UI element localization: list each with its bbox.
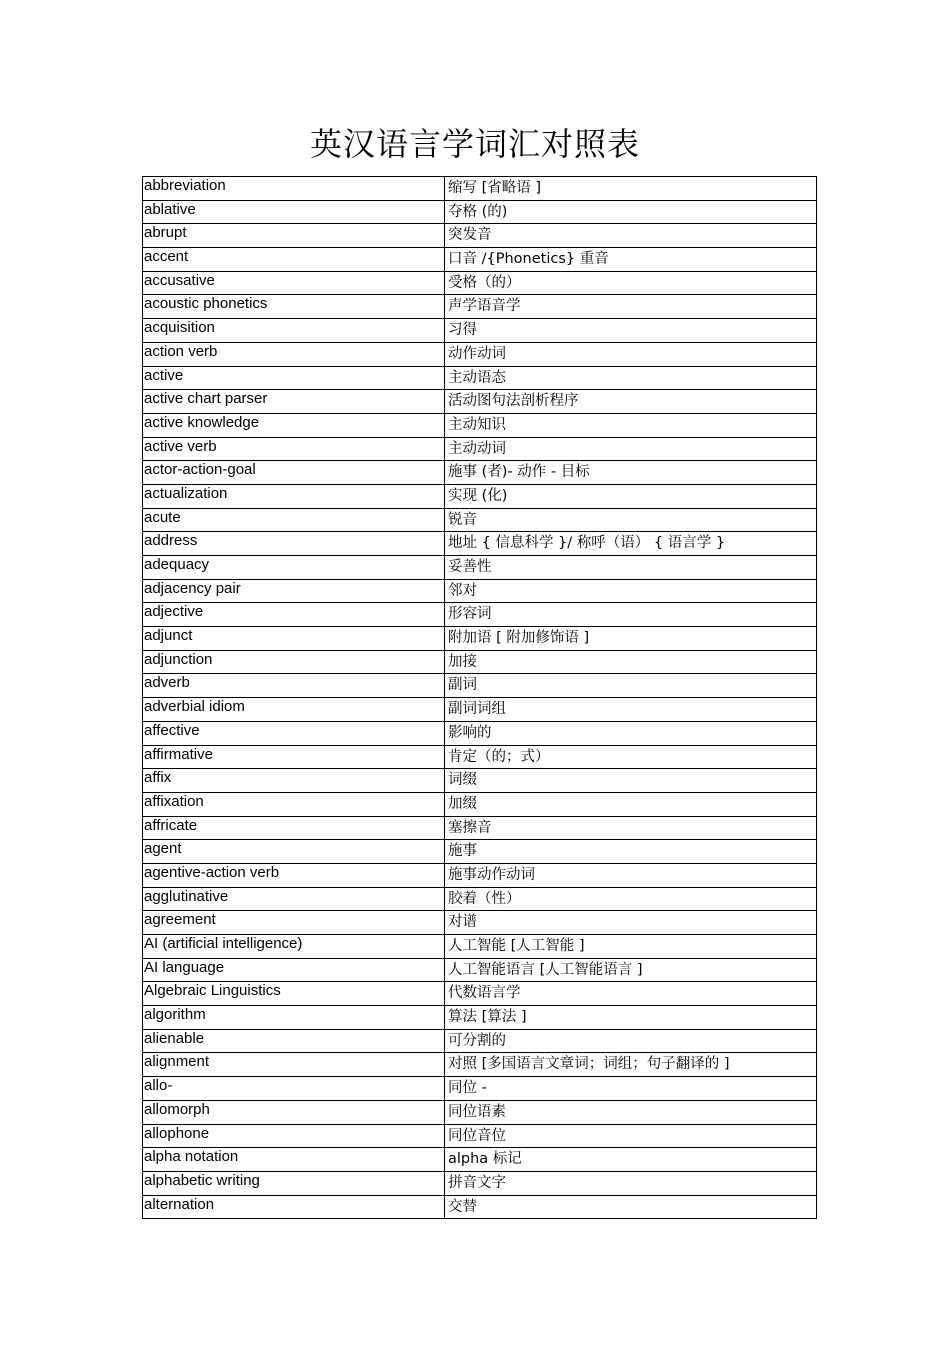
chinese-term-cell: 口音 /{Phonetics} 重音 (445, 248, 817, 272)
english-term-cell: alphabetic writing (143, 1171, 445, 1195)
table-row (143, 437, 817, 461)
table-row (143, 366, 817, 390)
table-row (143, 603, 817, 627)
chinese-term-cell: 附加语 [ 附加修饰语 ] (445, 627, 817, 651)
chinese-term-cell: 妥善性 (445, 556, 817, 580)
chinese-term-cell: 对谱 (445, 911, 817, 935)
table-row (143, 319, 817, 343)
english-term-cell: alpha notation (143, 1148, 445, 1172)
table-row (143, 698, 817, 722)
english-term-cell: active (143, 366, 445, 390)
table-row (143, 342, 817, 366)
chinese-term-cell: 实现 (化) (445, 484, 817, 508)
chinese-term-cell: 同位语素 (445, 1100, 817, 1124)
chinese-term-cell: 对照 [多国语言文章词；词组；句子翻译的 ] (445, 1053, 817, 1077)
english-term-cell: alternation (143, 1195, 445, 1219)
table-row (143, 887, 817, 911)
table-row (143, 200, 817, 224)
english-term-cell: agent (143, 840, 445, 864)
chinese-term-cell: 夺格 (的) (445, 200, 817, 224)
english-term-cell: alignment (143, 1053, 445, 1077)
english-term-cell: adjective (143, 603, 445, 627)
chinese-term-cell: 施事 (者)- 动作 - 目标 (445, 461, 817, 485)
chinese-term-cell: 交替 (445, 1195, 817, 1219)
table-row (143, 579, 817, 603)
chinese-term-cell: 肯定（的；式） (445, 745, 817, 769)
table-row (143, 224, 817, 248)
chinese-term-cell: 锐音 (445, 508, 817, 532)
english-term-cell: active verb (143, 437, 445, 461)
english-term-cell: accent (143, 248, 445, 272)
table-row (143, 271, 817, 295)
chinese-term-cell: 同位音位 (445, 1124, 817, 1148)
chinese-term-cell: 动作动词 (445, 342, 817, 366)
chinese-term-cell: 主动动词 (445, 437, 817, 461)
english-term-cell: affirmative (143, 745, 445, 769)
english-term-cell: adverb (143, 674, 445, 698)
table-row (143, 674, 817, 698)
english-term-cell: acquisition (143, 319, 445, 343)
table-row (143, 508, 817, 532)
table-row (143, 1100, 817, 1124)
table-row (143, 816, 817, 840)
chinese-term-cell: 词缀 (445, 769, 817, 793)
table-row (143, 248, 817, 272)
chinese-term-cell: 主动知识 (445, 413, 817, 437)
chinese-term-cell: 地址 { 信息科学 }/ 称呼（语） { 语言学 } (445, 532, 817, 556)
chinese-term-cell: 缩写 [省略语 ] (445, 177, 817, 201)
english-term-cell: affricate (143, 816, 445, 840)
chinese-term-cell: 声学语音学 (445, 295, 817, 319)
english-term-cell: agglutinative (143, 887, 445, 911)
table-row (143, 461, 817, 485)
table-row (143, 177, 817, 201)
chinese-term-cell: 影响的 (445, 721, 817, 745)
chinese-term-cell: 习得 (445, 319, 817, 343)
english-term-cell: allophone (143, 1124, 445, 1148)
english-term-cell: active chart parser (143, 390, 445, 414)
english-term-cell: address (143, 532, 445, 556)
english-term-cell: abrupt (143, 224, 445, 248)
table-row (143, 982, 817, 1006)
english-term-cell: adjacency pair (143, 579, 445, 603)
english-term-cell: acute (143, 508, 445, 532)
table-row (143, 745, 817, 769)
chinese-term-cell: 拼音文字 (445, 1171, 817, 1195)
english-term-cell: affective (143, 721, 445, 745)
chinese-term-cell: 胶着（性） (445, 887, 817, 911)
chinese-term-cell: 活动图句法剖析程序 (445, 390, 817, 414)
english-term-cell: accusative (143, 271, 445, 295)
chinese-term-cell: 加接 (445, 650, 817, 674)
english-term-cell: adjunction (143, 650, 445, 674)
table-row (143, 295, 817, 319)
table-row (143, 721, 817, 745)
table-row (143, 911, 817, 935)
chinese-term-cell: 主动语态 (445, 366, 817, 390)
table-row (143, 1195, 817, 1219)
table-row (143, 1006, 817, 1030)
english-term-cell: acoustic phonetics (143, 295, 445, 319)
chinese-term-cell: 可分割的 (445, 1029, 817, 1053)
chinese-term-cell: 形容词 (445, 603, 817, 627)
english-term-cell: allomorph (143, 1100, 445, 1124)
table-row (143, 413, 817, 437)
table-row (143, 484, 817, 508)
chinese-term-cell: alpha 标记 (445, 1148, 817, 1172)
table-row (143, 769, 817, 793)
chinese-term-cell: 人工智能 [人工智能 ] (445, 935, 817, 959)
chinese-term-cell: 人工智能语言 [人工智能语言 ] (445, 958, 817, 982)
chinese-term-cell: 代数语言学 (445, 982, 817, 1006)
table-row (143, 390, 817, 414)
table-row (143, 1077, 817, 1101)
table-row (143, 1171, 817, 1195)
chinese-term-cell: 副词词组 (445, 698, 817, 722)
english-term-cell: affix (143, 769, 445, 793)
table-row (143, 556, 817, 580)
english-term-cell: AI (artificial intelligence) (143, 935, 445, 959)
table-row (143, 1053, 817, 1077)
english-term-cell: ablative (143, 200, 445, 224)
table-row (143, 532, 817, 556)
glossary-table (142, 176, 817, 1219)
chinese-term-cell: 邻对 (445, 579, 817, 603)
table-row (143, 792, 817, 816)
table-row (143, 1124, 817, 1148)
table-row (143, 650, 817, 674)
table-row (143, 1029, 817, 1053)
chinese-term-cell: 同位 - (445, 1077, 817, 1101)
page-title: 英汉语言学词汇对照表 (309, 125, 640, 163)
table-row (143, 627, 817, 651)
english-term-cell: alienable (143, 1029, 445, 1053)
chinese-term-cell: 施事 (445, 840, 817, 864)
chinese-term-cell: 算法 [算法 ] (445, 1006, 817, 1030)
table-row (143, 958, 817, 982)
english-term-cell: allo- (143, 1077, 445, 1101)
english-term-cell: algorithm (143, 1006, 445, 1030)
english-term-cell: affixation (143, 792, 445, 816)
english-term-cell: adverbial idiom (143, 698, 445, 722)
chinese-term-cell: 受格（的） (445, 271, 817, 295)
chinese-term-cell: 加缀 (445, 792, 817, 816)
english-term-cell: agreement (143, 911, 445, 935)
english-term-cell: abbreviation (143, 177, 445, 201)
chinese-term-cell: 副词 (445, 674, 817, 698)
chinese-term-cell: 施事动作动词 (445, 863, 817, 887)
english-term-cell: agentive-action verb (143, 863, 445, 887)
english-term-cell: action verb (143, 342, 445, 366)
table-row (143, 840, 817, 864)
english-term-cell: active knowledge (143, 413, 445, 437)
chinese-term-cell: 塞擦音 (445, 816, 817, 840)
english-term-cell: adequacy (143, 556, 445, 580)
english-term-cell: adjunct (143, 627, 445, 651)
glossary-body (143, 177, 817, 1219)
table-row (143, 935, 817, 959)
english-term-cell: actor-action-goal (143, 461, 445, 485)
english-term-cell: Algebraic Linguistics (143, 982, 445, 1006)
english-term-cell: actualization (143, 484, 445, 508)
english-term-cell: AI language (143, 958, 445, 982)
chinese-term-cell: 突发音 (445, 224, 817, 248)
table-row (143, 1148, 817, 1172)
table-row (143, 863, 817, 887)
